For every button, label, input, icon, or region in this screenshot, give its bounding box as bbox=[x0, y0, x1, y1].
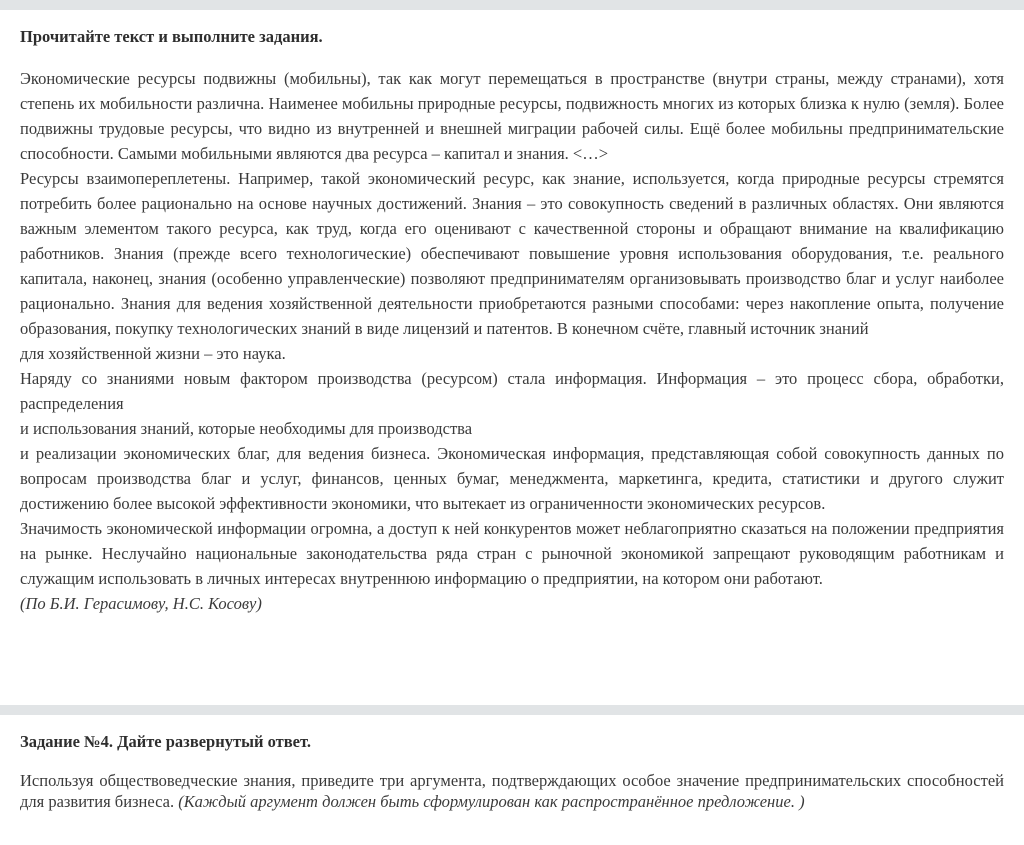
reading-paragraph: и использования знаний, которые необходимы для производства bbox=[20, 419, 473, 438]
source-attribution: (По Б.И. Герасимову, Н.С. Косову) bbox=[20, 594, 262, 613]
task-panel bbox=[20, 732, 1004, 812]
reading-paragraph: Значимость экономической информации огромна, а доступ к ней конкурентов может неблагоприятно сказаться на положении предприятия на рынке. Неслучайно национальные законодательства ряда стран с рыночной экономикой запрещают руководящим работникам и служащим использовать в личных интересах внутреннюю информацию о предприятии, на котором они работают. bbox=[20, 519, 1004, 588]
section-divider-band bbox=[0, 705, 1024, 715]
reading-paragraph: для хозяйственной жизни – это наука. bbox=[20, 344, 286, 363]
reading-paragraph: Наряду со знаниями новым фактором производства (ресурсом) стала информация. Информация – это процесс сбора, обработки, распределения bbox=[20, 369, 1004, 413]
task-hint: (Каждый аргумент должен быть сформулирован как распространённое предложение. ) bbox=[178, 792, 805, 811]
top-divider-band bbox=[0, 0, 1024, 10]
reading-text-panel bbox=[20, 27, 1004, 616]
reading-paragraph: Экономические ресурсы подвижны (мобильны), так как могут перемещаться в пространстве (внутри страны, между странами), хотя степень их мобильности различна. Наименее мобильны природные ресурсы, подвижность многих из которых близка к нулю (земля). Более подвижны трудовые ресурсы, что видно из внутренней и внешней миграции рабочей силы. Ещё более мобильны предпринимательские способности. Самыми мобильными являются два ресурса – капитал и знания. <…> bbox=[20, 69, 1004, 163]
reading-heading: Прочитайте текст и выполните задания. bbox=[20, 27, 323, 46]
reading-paragraph: и реализации экономических благ, для ведения бизнеса. Экономическая информация, представляющая собой совокупность данных по вопросам производства благ и услуг, финансов, ценных бумаг, менеджмента, маркетинга, кредита, статистики и другого служит достижению более высокой эффективности экономики, что вытекает из ограниченности экономических ресурсов. bbox=[20, 444, 1004, 513]
reading-text bbox=[20, 66, 1004, 616]
task-question bbox=[20, 770, 1004, 812]
reading-paragraph: Ресурсы взаимопереплетены. Например, такой экономический ресурс, как знание, используется, когда природные ресурсы стремятся потребить более рационально на основе научных достижений. Знания – это совокупность сведений в различных областях. Они являются важным элементом такого ресурса, как труд, когда его оценивают с качественной стороны и обращают внимание на квалификацию работников. Знания (прежде всего технологические) обеспечивают повышение уровня использования оборудования, т.е. реального капитала, наконец, знания (особенно управленческие) позволяют предпринимателям организовывать производство благ и услуг наиболее рационально. Знания для ведения хозяйственной деятельности приобретаются разными способами: через накопление опыта, получение образования, покупку технологических знаний в виде лицензий и патентов. В конечном счёте, главный источник знаний bbox=[20, 169, 1004, 338]
task-question-text: Используя обществоведческие знания, приведите три аргумента, подтверждающих особое значение предпринимательских способностей для развития бизнеса. bbox=[20, 771, 1004, 811]
task-heading: Задание №4. Дайте развернутый ответ. bbox=[20, 732, 311, 751]
